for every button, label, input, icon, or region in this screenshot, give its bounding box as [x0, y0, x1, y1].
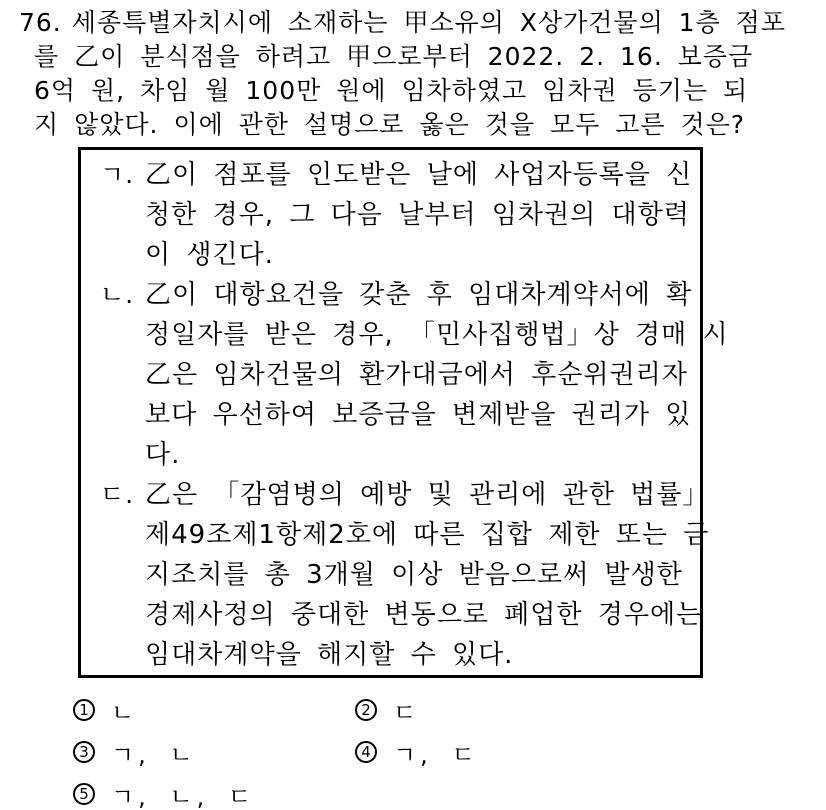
choice-4-content: ㄱ, ㄷ [393, 740, 479, 769]
choice-5[interactable] [73, 781, 256, 810]
statement-label-g: ㄱ. [100, 160, 135, 189]
statement-line: 다. [145, 440, 181, 470]
statement-line: 보다 우선하여 보증금을 변제받을 권리가 있 [145, 400, 692, 430]
choice-5-circled-number: 5 [73, 783, 95, 805]
statement-line: 지조치를 총 3개월 이상 받음으로써 발생한 [145, 560, 683, 590]
question-number: 76. [19, 8, 62, 37]
statement-line: 정일자를 받은 경우, 「민사집행법」상 경매 시 [145, 320, 729, 350]
statement-line: 乙은 「감염병의 예방 및 관리에 관한 법률」 [145, 480, 710, 510]
choice-5-content: ㄱ, ㄴ, ㄷ [111, 782, 256, 810]
statement-line: 제49조제1항제2호에 따른 집합 제한 또는 금 [145, 520, 710, 550]
choice-2[interactable] [355, 697, 421, 727]
statement-line: 乙은 임차건물의 환가대금에서 후순위권리자 [145, 360, 688, 390]
question-line: 6억 원, 차임 월 100만 원에 임차하였고 임차권 등기는 되 [34, 76, 749, 105]
statement-line: 이 생긴다. [145, 240, 274, 270]
choice-1-content: ㄴ [111, 698, 139, 727]
statement-line: 乙이 점포를 인도받은 날에 사업자등록을 신 [145, 160, 693, 190]
question-line [19, 8, 786, 38]
choice-3-content: ㄱ, ㄴ [111, 740, 197, 769]
choice-4-circled-number: 4 [355, 741, 377, 763]
statement-label-n: ㄴ. [100, 280, 135, 309]
choice-2-circled-number: 2 [355, 699, 377, 721]
statement-line: 청한 경우, 그 다음 날부터 임차권의 대항력 [145, 200, 690, 230]
question-text: 세종특별자치시에 소재하는 甲소유의 X상가건물의 1층 점포 [71, 8, 786, 37]
statement-label-d: ㄷ. [100, 480, 135, 509]
question-line: 를 乙이 분식점을 하려고 甲으로부터 2022. 2. 16. 보증금 [34, 42, 754, 71]
choice-1[interactable] [73, 697, 139, 727]
choice-3[interactable] [73, 739, 197, 769]
statement-line: 乙이 대항요건을 갖춘 후 임대차계약서에 확 [145, 280, 693, 310]
choice-4[interactable] [355, 739, 479, 769]
statement-line: 임대차계약을 해지할 수 있다. [145, 640, 514, 670]
choice-1-circled-number: 1 [73, 699, 95, 721]
choice-3-circled-number: 3 [73, 741, 95, 763]
statement-line: 경제사정의 중대한 변동으로 폐업한 경우에는 [145, 600, 703, 630]
choice-2-content: ㄷ [393, 698, 421, 727]
question-line: 지 않았다. 이에 관한 설명으로 옳은 것을 모두 고른 것은? [34, 110, 746, 139]
